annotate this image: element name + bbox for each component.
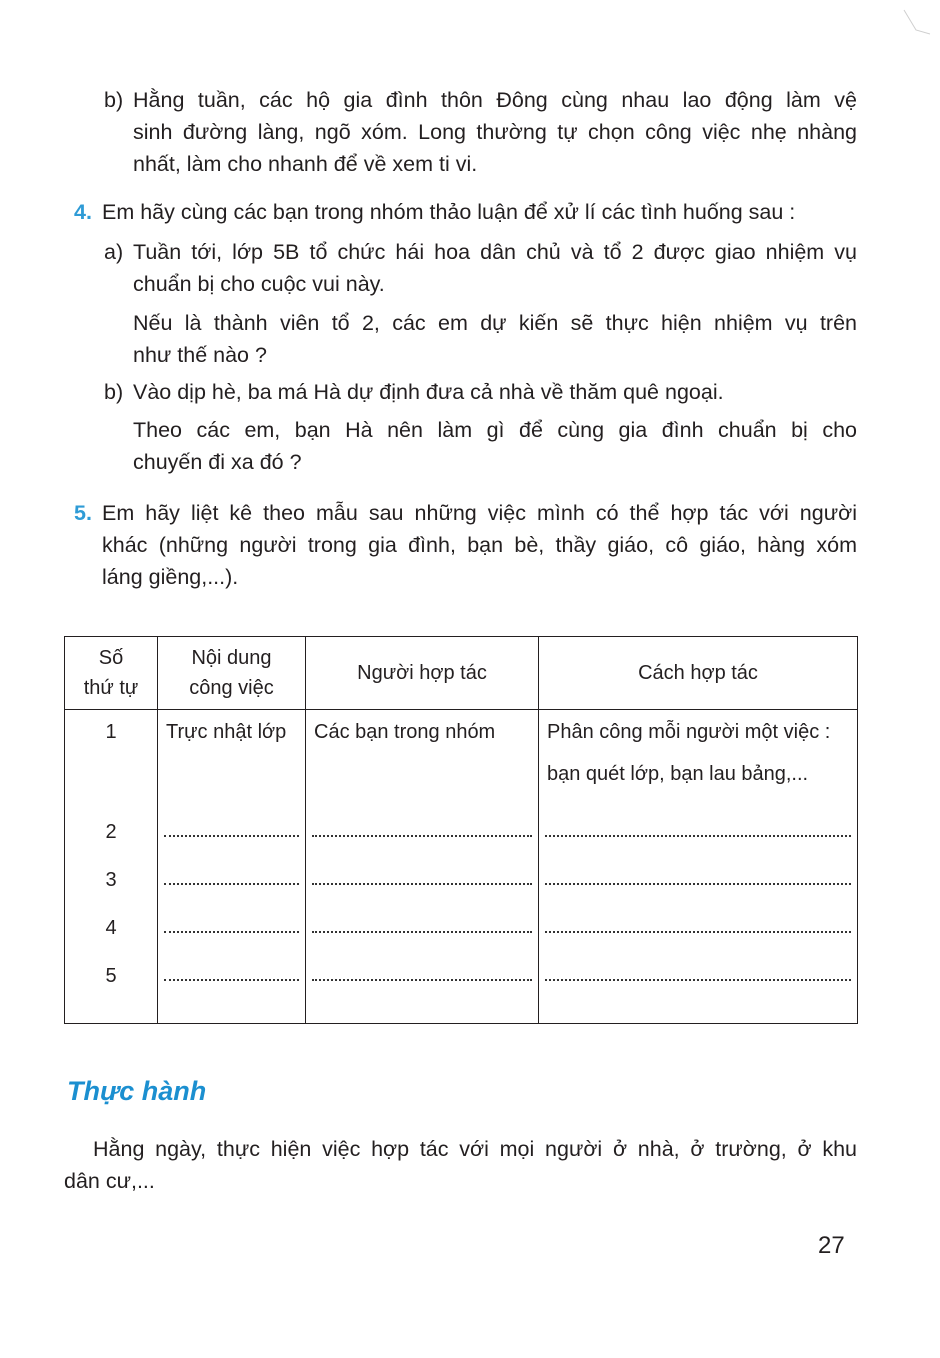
row-3-method-blank bbox=[545, 856, 851, 885]
item-3b-line-3: nhất, làm cho nhanh để về xem ti vi. bbox=[133, 152, 478, 176]
question-4b-line-2: Theo các em, bạn Hà nên làm gì để cùng gia đình chuẩn bị cho bbox=[133, 418, 857, 442]
header-partner: Người hợp tác bbox=[306, 637, 539, 710]
item-3b-line-1: Hằng tuần, các hộ gia đình thôn Đông cùng nhau lao động làm vệ bbox=[133, 88, 857, 112]
corner-mark-decoration bbox=[902, 8, 932, 38]
question-4b-line-3: chuyến đi xa đó ? bbox=[133, 450, 302, 474]
item-3b-line-2: sinh đường làng, ngõ xóm. Long thường tự chọn công việc nhẹ nhàng bbox=[133, 120, 857, 144]
header-task-line-1: Nội dung bbox=[191, 647, 272, 669]
header-task bbox=[158, 637, 306, 710]
row-3-partner-blank bbox=[312, 856, 532, 885]
row-4-number: 4 bbox=[105, 917, 117, 939]
question-4a-line-3: Nếu là thành viên tổ 2, các em dự kiến sẽ thực hiện nhiệm vụ trên bbox=[133, 311, 857, 335]
row-5-number: 5 bbox=[105, 965, 117, 987]
row-2-partner-blank bbox=[312, 808, 532, 837]
question-5-number: 5. bbox=[74, 501, 92, 525]
row-4-method-blank bbox=[545, 904, 851, 933]
question-4b-line-1: Vào dịp hè, ba má Hà dự định đưa cả nhà về thăm quê ngoại. bbox=[133, 380, 724, 404]
cooperation-table bbox=[64, 636, 858, 1024]
row-2-number: 2 bbox=[105, 821, 117, 843]
question-4b-label: b) bbox=[104, 380, 124, 404]
question-4-number: 4. bbox=[74, 200, 92, 224]
row-5-method-blank bbox=[545, 952, 851, 981]
partner-column bbox=[306, 710, 539, 1024]
header-task-line-2: công việc bbox=[189, 677, 274, 699]
method-column bbox=[539, 710, 858, 1024]
practice-title: Thực hành bbox=[67, 1076, 207, 1106]
row-1-task: Trực nhật lớp bbox=[166, 721, 287, 743]
row-2-task-blank bbox=[164, 808, 299, 837]
question-5-line-3: láng giềng,...). bbox=[102, 565, 239, 589]
question-4a-label: a) bbox=[104, 240, 124, 264]
row-1-partner: Các bạn trong nhóm bbox=[314, 721, 496, 743]
row-1-number: 1 bbox=[105, 721, 117, 743]
practice-line-2: dân cư,... bbox=[64, 1169, 155, 1193]
question-4-text: Em hãy cùng các bạn trong nhóm thảo luận để xử lí các tình huống sau : bbox=[102, 200, 796, 224]
question-4a-line-1: Tuần tới, lớp 5B tổ chức hái hoa dân chủ và tổ 2 được giao nhiệm vụ bbox=[133, 240, 857, 264]
header-order-line-2: thứ tự bbox=[83, 677, 139, 699]
question-4a-line-2: chuẩn bị cho cuộc vui này. bbox=[133, 272, 385, 296]
row-5-partner-blank bbox=[312, 952, 532, 981]
header-method: Cách hợp tác bbox=[539, 637, 858, 710]
header-order bbox=[65, 637, 158, 710]
header-order-line-1: Số bbox=[98, 647, 124, 669]
table-header-row bbox=[65, 637, 858, 710]
row-4-partner-blank bbox=[312, 904, 532, 933]
row-1-method-line-1: Phân công mỗi người một việc : bbox=[547, 721, 831, 743]
row-4-task-blank bbox=[164, 904, 299, 933]
table-row bbox=[65, 710, 858, 1024]
question-5-line-2: khác (những người trong gia đình, bạn bè, thầy giáo, cô giáo, hàng xóm bbox=[102, 533, 857, 557]
row-3-number: 3 bbox=[105, 869, 117, 891]
question-5-line-1: Em hãy liệt kê theo mẫu sau những việc mình có thể hợp tác với người bbox=[102, 501, 857, 525]
order-column bbox=[65, 710, 158, 1024]
row-1-method-line-2: bạn quét lớp, bạn lau bảng,... bbox=[547, 763, 809, 785]
task-column bbox=[158, 710, 306, 1024]
row-3-task-blank bbox=[164, 856, 299, 885]
question-4a-line-4: như thế nào ? bbox=[133, 343, 267, 367]
page-number: 27 bbox=[818, 1232, 845, 1259]
row-2-method-blank bbox=[545, 808, 851, 837]
row-5-task-blank bbox=[164, 952, 299, 981]
item-3b-label: b) bbox=[104, 88, 124, 112]
practice-line-1: Hằng ngày, thực hiện việc hợp tác với mọi người ở nhà, ở trường, ở khu bbox=[93, 1137, 857, 1161]
